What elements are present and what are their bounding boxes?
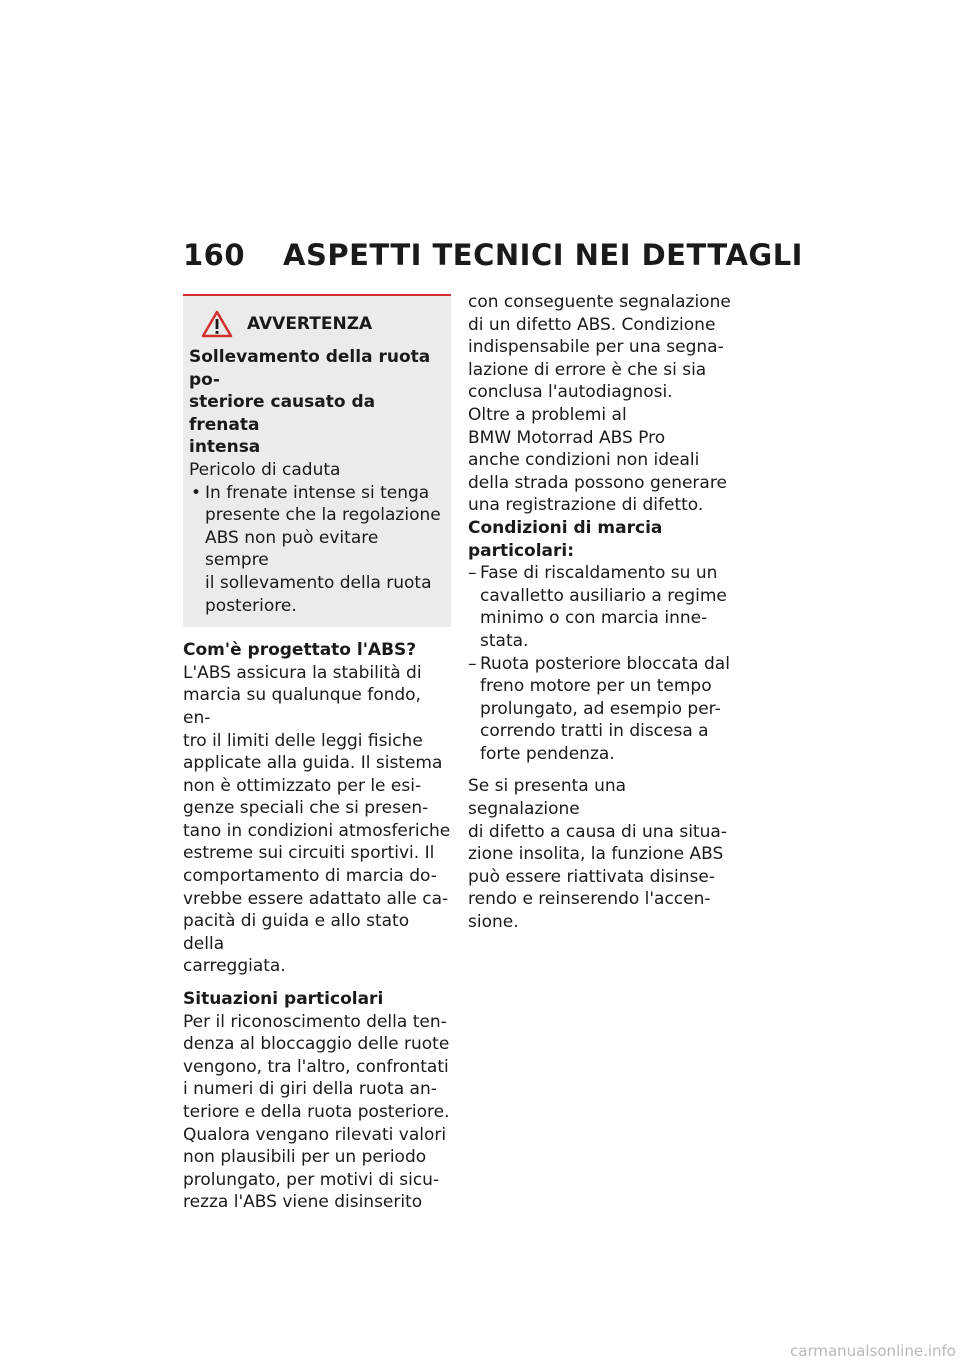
paragraph-continuation <box>468 291 740 517</box>
text-line: Oltre a problemi al <box>468 404 627 425</box>
section-title-special: Situazioni particolari <box>183 989 384 1010</box>
text-line: applicate alla guida. Il sistema <box>183 753 443 774</box>
section-body-special <box>183 1011 451 1214</box>
text-line: indispensabile per una segna- <box>468 337 724 358</box>
text-line: vrebbe essere adattato alle ca- <box>183 888 449 909</box>
text-line: sione. <box>468 912 519 933</box>
left-column <box>183 294 451 1214</box>
warning-bullet <box>189 482 445 618</box>
list-item <box>468 653 740 766</box>
text-line: rendo e reinserendo l'accen- <box>468 889 711 910</box>
text-line: della strada possono generare <box>468 472 727 493</box>
text-line: comportamento di marcia do- <box>183 866 437 887</box>
list-item <box>468 562 740 652</box>
dash-mark: – <box>468 563 477 584</box>
warning-heading-line: steriore causato da frenata <box>189 392 376 435</box>
text-line: minimo o con marcia inne- <box>480 608 708 629</box>
text-line: estreme sui circuiti sportivi. Il <box>183 843 435 864</box>
text-line: Qualora vengano rilevati valori <box>183 1124 447 1145</box>
text-line: non è ottimizzato per le esi- <box>183 775 422 796</box>
warning-box <box>183 294 451 627</box>
text-line: vengono, tra l'altro, confrontati <box>183 1056 449 1077</box>
text-line: può essere riattivata disinse- <box>468 866 715 887</box>
text-line: lazione di errore è che si sia <box>468 359 707 380</box>
section-title-conditions <box>468 517 740 562</box>
text-line: tano in condizioni atmosferiche <box>183 820 451 841</box>
warning-header <box>189 310 445 338</box>
text-line: Ruota posteriore bloccata dal <box>480 653 730 674</box>
page-number: 160 <box>183 238 246 272</box>
bullet-line: ABS non può evitare sempre <box>205 527 379 571</box>
text-line: conclusa l'autodiagnosi. <box>468 382 673 403</box>
text-line: i numeri di giri della ruota an- <box>183 1079 437 1100</box>
text-line: forte pendenza. <box>480 743 615 764</box>
dash-mark: – <box>468 653 477 674</box>
warning-heading-line: intensa <box>189 437 261 458</box>
text-line: tro il limiti delle leggi fisiche <box>183 730 423 751</box>
text-line: L'ABS assicura la stabilità di <box>183 662 422 683</box>
text-line: stata. <box>480 630 529 651</box>
text-line: cavalletto ausiliario a regime <box>480 585 727 606</box>
text-line: di difetto a causa di una situa- <box>468 821 727 842</box>
text-line: con conseguente segnalazione <box>468 292 731 312</box>
text-line: BMW Motorrad ABS Pro <box>468 427 666 448</box>
warning-triangle-icon <box>201 310 233 338</box>
text-line: rezza l'ABS viene disinserito <box>183 1192 423 1213</box>
bullet-line: il sollevamento della ruota <box>205 572 432 593</box>
text-line: freno motore per un tempo <box>480 676 712 697</box>
text-line: marcia su qualunque fondo, en- <box>183 685 421 728</box>
title-line: particolari: <box>468 540 575 561</box>
warning-label: AVVERTENZA <box>247 313 373 334</box>
text-line: Per il riconoscimento della ten- <box>183 1011 447 1032</box>
right-column <box>468 291 740 934</box>
text-line: zione insolita, la funzione ABS <box>468 844 724 865</box>
text-line: anche condizioni non ideali <box>468 450 700 471</box>
bullet-line: presente che la regolazione <box>205 505 441 526</box>
bullet-line: In frenate intense si tenga <box>205 482 430 503</box>
warning-subtitle: Pericolo di caduta <box>189 459 341 480</box>
watermark: carmanualsonline.info <box>790 1342 956 1360</box>
section-title-abs: Com'è progettato l'ABS? <box>183 640 417 661</box>
paragraph-reactivation <box>468 775 740 933</box>
text-line: pacità di guida e allo stato della <box>183 911 410 954</box>
text-line: teriore e della ruota posteriore. <box>183 1102 450 1122</box>
text-line: denza al bloccaggio delle ruote <box>183 1034 450 1055</box>
page-title: ASPETTI TECNICI NEI DETTAGLI <box>283 238 803 272</box>
warning-heading <box>189 346 445 459</box>
text-line: Fase di riscaldamento su un <box>480 563 718 584</box>
text-line: di un difetto ABS. Condizione <box>468 314 716 335</box>
warning-heading-line: Sollevamento della ruota po- <box>189 347 431 390</box>
text-line: genze speciali che si presen- <box>183 798 429 819</box>
text-line: prolungato, ad esempio per- <box>480 698 721 719</box>
section-body-abs <box>183 662 451 978</box>
text-line: una registrazione di difetto. <box>468 495 704 516</box>
title-line: Condizioni di marcia <box>468 517 663 538</box>
text-line: Se si presenta una segnalazione <box>468 776 627 820</box>
text-line: prolungato, per motivi di sicu- <box>183 1169 440 1190</box>
bullet-line: posteriore. <box>205 595 297 616</box>
text-line: correndo tratti in discesa a <box>480 721 709 742</box>
bullet-mark: • <box>191 482 202 503</box>
text-line: non plausibili per un periodo <box>183 1147 427 1168</box>
text-line: carreggiata. <box>183 956 286 977</box>
